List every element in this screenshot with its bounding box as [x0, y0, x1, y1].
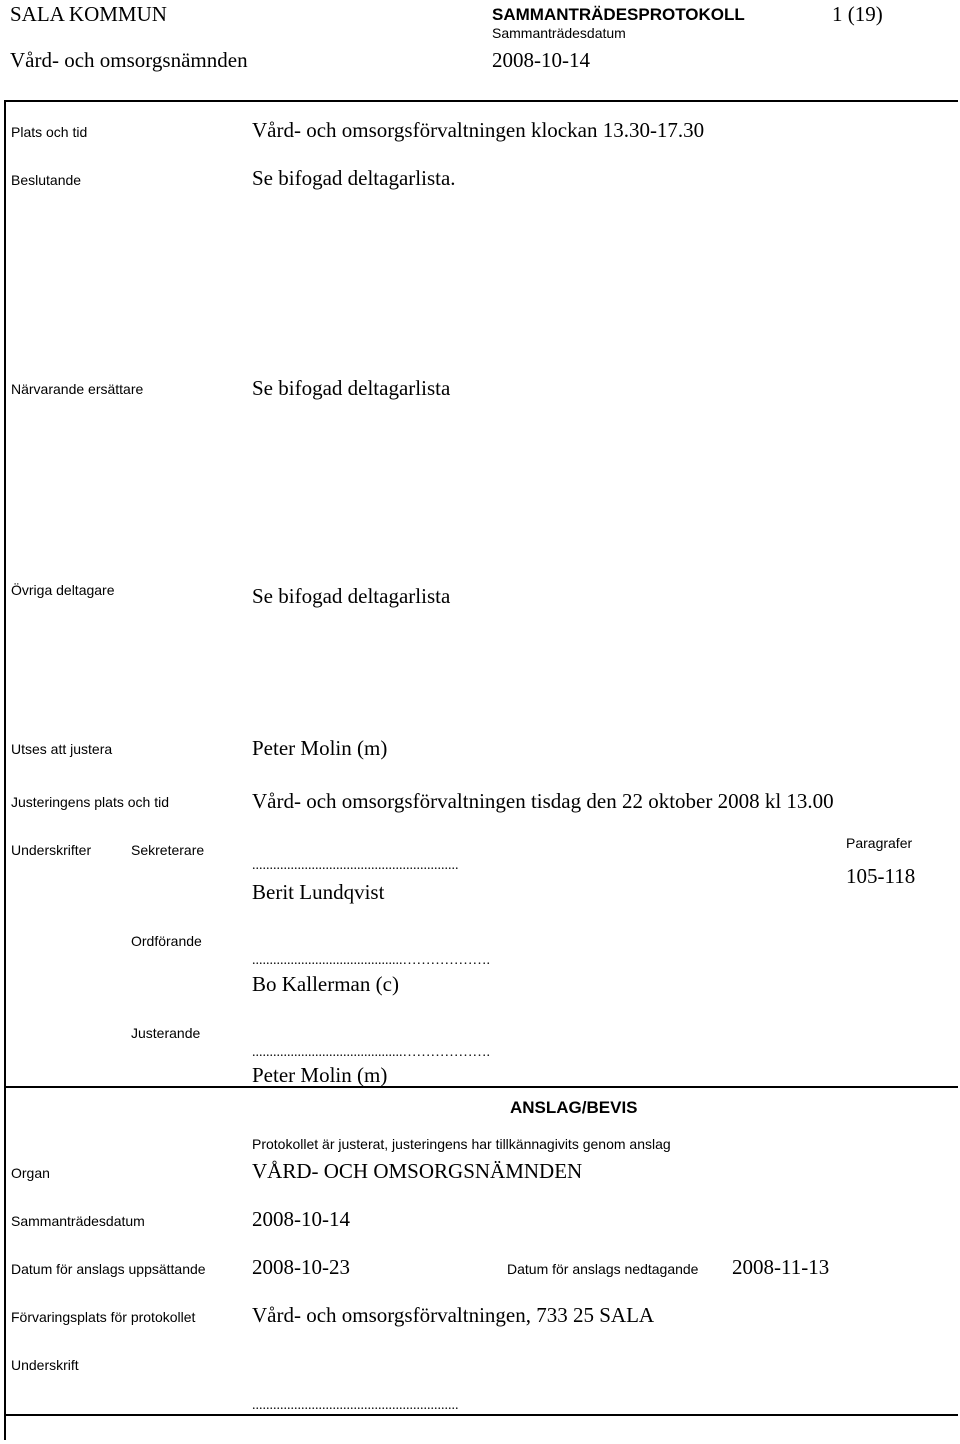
posting-date-label: Datum för anslags uppsättande: [11, 1261, 206, 1277]
signature-line: ...........................................................: [252, 1398, 459, 1413]
bottom-rule: [4, 1414, 958, 1416]
decision-makers-value: Se bifogad deltagarlista.: [252, 166, 456, 190]
secretary-role: Sekreterare: [131, 842, 205, 858]
top-rule: [4, 100, 958, 102]
paragraphs-label: Paragrafer: [846, 835, 913, 851]
substitutes-label: Närvarande ersättare: [11, 381, 144, 397]
storage-place-value: Vård- och omsorgsförvaltningen, 733 25 SALA: [252, 1303, 655, 1327]
chairman-name: Bo Kallerman (c): [252, 972, 399, 996]
adjustment-place-label: Justeringens plats och tid: [11, 794, 169, 810]
document-type: SAMMANTRÄDESPROTOKOLL: [492, 5, 745, 24]
removal-date-label: Datum för anslags nedtagande: [507, 1261, 699, 1277]
adjuster-value: Peter Molin (m): [252, 736, 388, 760]
middle-rule: [4, 1086, 958, 1088]
page-number: 1 (19): [832, 2, 883, 26]
other-participants-value: Se bifogad deltagarlista: [252, 584, 451, 608]
posting-date-value: 2008-10-23: [252, 1255, 350, 1279]
secretary-name: Berit Lundqvist: [252, 880, 385, 904]
secretary-signature-line: ...........................................................: [252, 858, 459, 873]
place-time-label: Plats och tid: [11, 124, 88, 140]
removal-date-value: 2008-11-13: [732, 1255, 830, 1279]
committee-name: Vård- och omsorgsnämnden: [10, 48, 248, 72]
meeting-date-value: 2008-10-14: [252, 1207, 350, 1231]
place-time-value: Vård- och omsorgsförvaltningen klockan 13.30-17.30: [252, 118, 705, 142]
adjuster-name: Peter Molin (m): [252, 1063, 388, 1087]
signatures-label: Underskrifter: [11, 842, 92, 858]
signature-label: Underskrift: [11, 1357, 79, 1373]
other-participants-label: Övriga deltagare: [11, 582, 115, 598]
header-date-label: Sammanträdesdatum: [492, 25, 626, 41]
left-border: [4, 100, 6, 1440]
substitutes-value: Se bifogad deltagarlista: [252, 376, 451, 400]
municipality-name: SALA KOMMUN: [10, 2, 167, 26]
organ-label: Organ: [11, 1165, 50, 1181]
meeting-date-label: Sammanträdesdatum: [11, 1213, 145, 1229]
adjuster-role: Justerande: [131, 1025, 201, 1041]
header-date: 2008-10-14: [492, 48, 590, 72]
notice-intro: Protokollet är justerat, justeringens har tillkännagivits genom anslag: [252, 1136, 671, 1152]
storage-place-label: Förvaringsplats för protokollet: [11, 1309, 196, 1325]
adjuster-signature-line: ...........................................……………….: [252, 1045, 490, 1060]
adjustment-place-value: Vård- och omsorgsförvaltningen tisdag den 22 oktober 2008 kl 13.00: [252, 789, 834, 813]
chairman-signature-line: ...........................................……………….: [252, 953, 490, 968]
paragraphs-value: 105-118: [846, 864, 916, 888]
organ-value: VÅRD- OCH OMSORGSNÄMNDEN: [252, 1159, 583, 1183]
adjuster-label: Utses att justera: [11, 741, 113, 757]
notice-title: ANSLAG/BEVIS: [510, 1098, 638, 1117]
decision-makers-label: Beslutande: [11, 172, 82, 188]
chairman-role: Ordförande: [131, 933, 202, 949]
